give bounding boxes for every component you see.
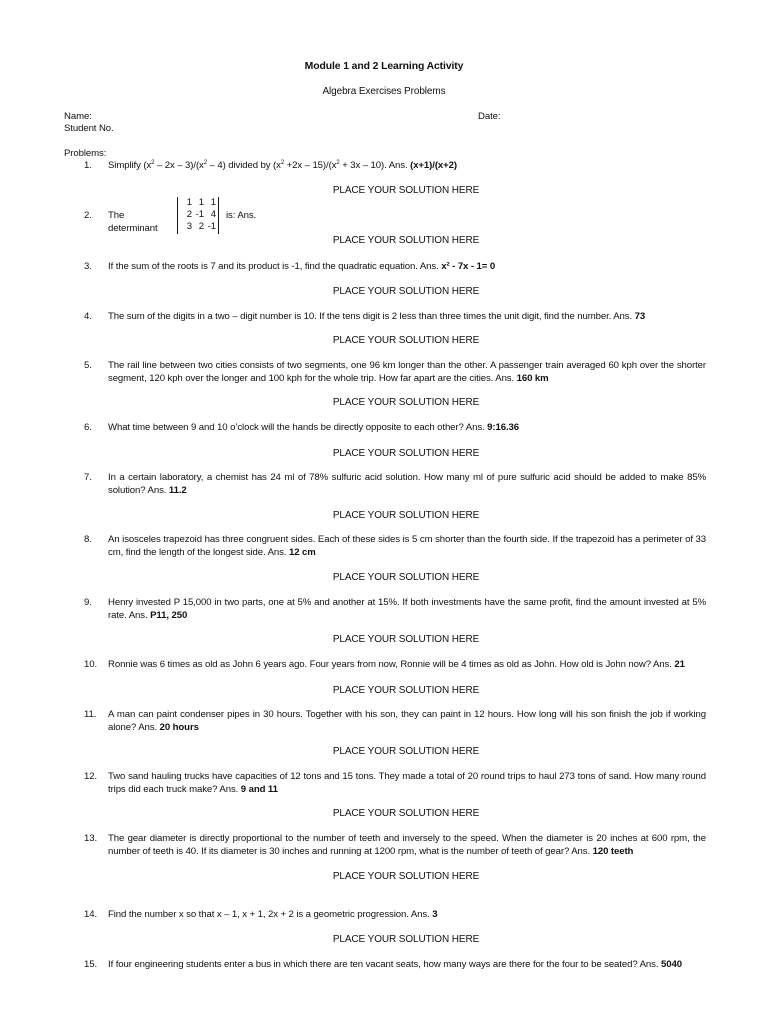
answer: P11, 250	[150, 609, 188, 621]
problem-text: An isosceles trapezoid has three congruent sides. Each of these sides is 5 cm shorter than the fourth side. If the trapezoid has a perimeter of 33 cm, find the length of the longest side. Ans. 12 cm	[108, 534, 706, 558]
problem-number: 1.	[84, 160, 92, 171]
answer: 20 hours	[159, 721, 199, 733]
solution-placeholder: PLACE YOUR SOLUTION HERE	[332, 685, 480, 696]
problem-number: 7.	[84, 472, 92, 483]
problem-text: The gear diameter is directly proportional to the number of teeth and inversely to the speed. When the diameter is 20 inches at 600 rpm, the number of teeth is 40. If its diameter is 30 inches and running at 1200 rpm, what is the number of teeth of gear? Ans. 120 teeth	[108, 833, 706, 857]
answer: (x+1)/(x+2)	[410, 160, 457, 171]
problem-text: What time between 9 and 10 o’clock will the hands be directly opposite to each other? Ans. 9:16.36	[108, 422, 519, 433]
problem-text: If four engineering students enter a bus in which there are ten vacant seats, how many ways are there for the four to be seated? Ans. 5040	[108, 959, 682, 970]
solution-placeholder: PLACE YOUR SOLUTION HERE	[332, 934, 480, 945]
problem-number: 10.	[84, 659, 98, 670]
problem-number: 9.	[84, 597, 92, 608]
problem-number: 12.	[84, 771, 98, 782]
solution-placeholder: PLACE YOUR SOLUTION HERE	[332, 808, 480, 819]
solution-placeholder: PLACE YOUR SOLUTION HERE	[332, 185, 480, 196]
problem-text: The determinant	[108, 210, 158, 234]
problem-text: A man can paint condenser pipes in 30 hours. Together with his son, they can paint in 12 hours. How long will his son finish the job if working alone? Ans. 20 hours	[108, 709, 706, 733]
matrix-row: 1 1 1	[186, 197, 216, 208]
problem-number: 3.	[84, 261, 92, 272]
problem-number: 13.	[84, 833, 98, 844]
problem-text: Henry invested P 15,000 in two parts, one at 5% and another at 15%. If both investments have the same profit, find the amount invested at 5% rate. Ans. P11, 250	[108, 597, 706, 621]
date-label: Date:	[478, 111, 501, 122]
problem-text: The rail line between two cities consists of two segments, one 96 km longer than the other. A passenger train averaged 60 kph over the shorter segment, 120 kph over the longer and 100 kph for the whole trip. How far apart are the cities. Ans. 160 km	[108, 360, 706, 384]
matrix-row: 2 -1 4	[186, 209, 216, 221]
problems-label: Problems:	[64, 148, 107, 159]
problem-text-suffix: is: Ans.	[226, 210, 257, 221]
solution-placeholder: PLACE YOUR SOLUTION HERE	[332, 235, 480, 246]
problem-number: 11.	[84, 709, 97, 720]
problem-number: 2.	[84, 210, 92, 221]
answer: 120 teeth	[592, 845, 634, 857]
problem-text: Simplify $(x^2 - 2x - 3)/(x^2 - 4)$ divided by $(x^2 +2x - 15)/(x^2 + 3x - 10)$. Ans. (x+1)/(x+2)	[108, 160, 457, 171]
solution-placeholder: PLACE YOUR SOLUTION HERE	[332, 335, 480, 346]
answer: 21	[674, 659, 685, 670]
problem-text: Two sand hauling trucks have capacities of 12 tons and 15 tons. They made a total of 20 round trips to haul 273 tons of sand. How many round trips did each truck make? Ans. 9 and 11	[108, 771, 706, 795]
problem-number: 15.	[84, 959, 98, 970]
problem-number: 14.	[84, 909, 98, 920]
solution-placeholder: PLACE YOUR SOLUTION HERE	[332, 510, 480, 521]
name-label: Name:	[64, 111, 92, 122]
problem-text: The sum of the digits in a two – digit number is 10. If the tens digit is 2 less than three times the unit digit, find the number. Ans. 73	[108, 311, 646, 322]
document-title: Module 1 and 2 Learning Activity	[304, 61, 464, 72]
answer: 11.2	[168, 484, 187, 496]
solution-placeholder: PLACE YOUR SOLUTION HERE	[332, 746, 480, 757]
solution-placeholder: PLACE YOUR SOLUTION HERE	[332, 871, 480, 882]
answer: 12 cm	[289, 546, 316, 558]
problem-text: Find the number x so that x – 1, x + 1, 2x + 2 is a geometric progression. Ans. 3	[108, 909, 438, 920]
solution-placeholder: PLACE YOUR SOLUTION HERE	[332, 572, 480, 583]
answer: 9 and 11	[240, 783, 278, 795]
answer: 3	[432, 909, 438, 920]
problem-text: Ronnie was 6 times as old as John 6 years ago. Four years from now, Ronnie will be 4 times as old as John. How old is John now? Ans. 21	[108, 659, 685, 670]
problem-number: 5.	[84, 360, 92, 371]
solution-placeholder: PLACE YOUR SOLUTION HERE	[332, 397, 480, 408]
answer: 9:16.36	[487, 422, 519, 433]
problem-number: 6.	[84, 422, 92, 433]
matrix-row: 3 2 -1	[186, 221, 216, 233]
solution-placeholder: PLACE YOUR SOLUTION HERE	[332, 286, 480, 297]
document-subtitle: Algebra Exercises Problems	[322, 86, 446, 97]
answer: 160 km	[516, 372, 549, 384]
problem-text: In a certain laboratory, a chemist has 24 ml of 78% sulfuric acid solution. How many ml of pure sulfuric acid should be added to make 85% solution? Ans. 11.2	[108, 472, 706, 496]
student-no-label: Student No.	[64, 123, 114, 134]
determinant-matrix	[177, 197, 219, 234]
solution-placeholder: PLACE YOUR SOLUTION HERE	[332, 634, 480, 645]
problem-number: 8.	[84, 534, 92, 545]
answer: x² - 7x - 1= 0	[441, 261, 496, 272]
solution-placeholder: PLACE YOUR SOLUTION HERE	[332, 448, 480, 459]
answer: 73	[634, 311, 646, 322]
problem-text: If the sum of the roots is 7 and its product is -1, find the quadratic equation. Ans. x² - 7x - 1= 0	[108, 261, 496, 272]
answer: 5040	[660, 959, 682, 970]
problem-number: 4.	[84, 311, 92, 322]
